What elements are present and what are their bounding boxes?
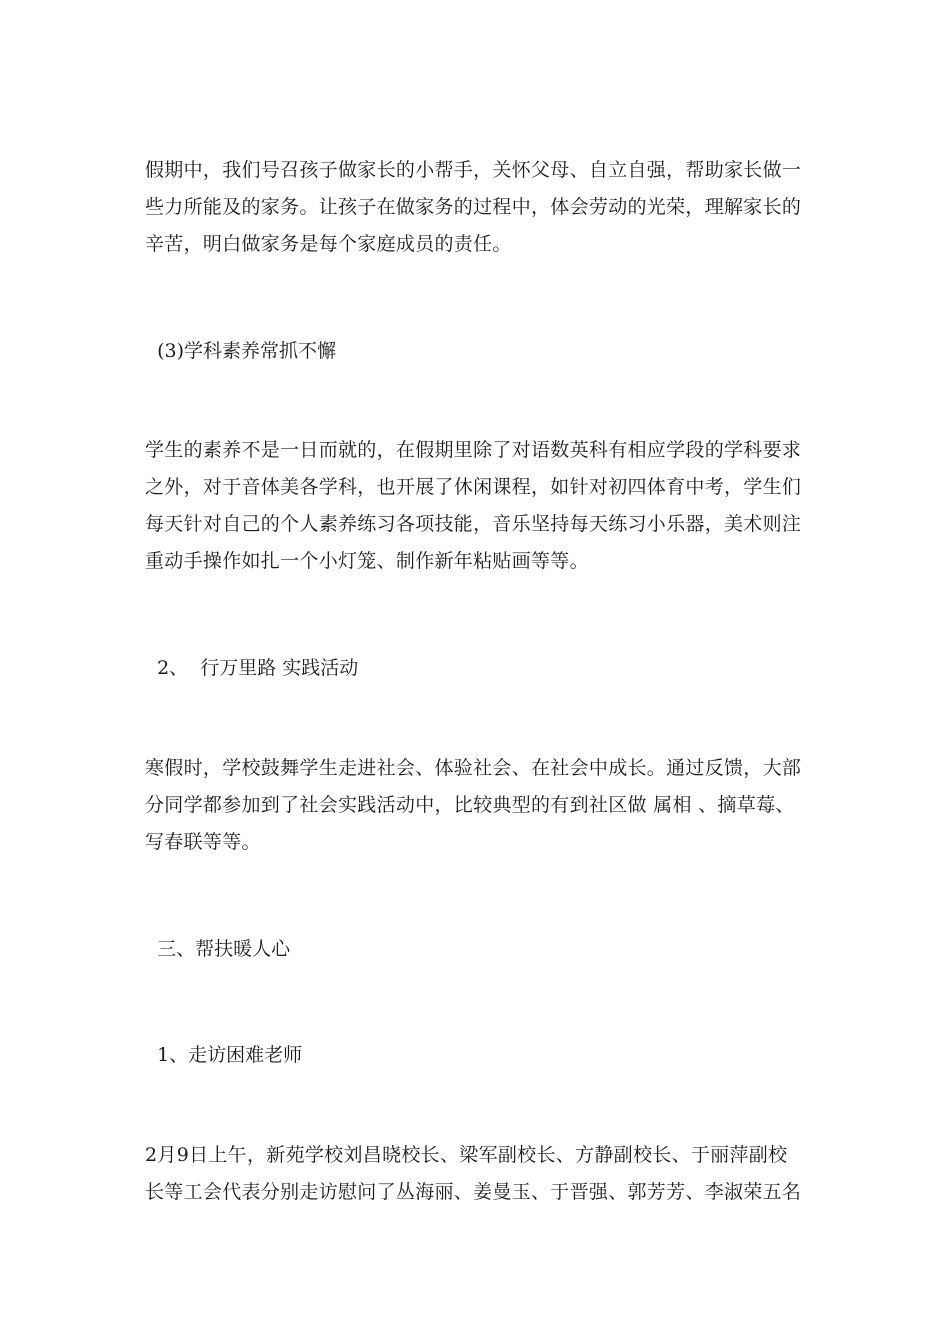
paragraph-line: 每天针对自己的个人素养练习各项技能，音乐坚持每天练习小乐器，美术则注 — [145, 513, 802, 535]
heading-subject-literacy: (3)学科素养常抓不懈 — [145, 340, 336, 362]
paragraph-line: 分同学都参加到了社会实践活动中，比较典型的有到社区做 属相 、摘草莓、 — [145, 794, 795, 816]
paragraph-visit — [145, 1137, 810, 1211]
paragraph-practice — [145, 750, 810, 861]
heading-practice: 2、 行万里路 实践活动 — [145, 657, 359, 679]
paragraph-line: 辛苦，明白做家务是每个家庭成员的责任。 — [145, 233, 512, 255]
paragraph-line: 长等工会代表分别走访慰问了丛海丽、姜曼玉、于晋强、郭芳芳、李淑荣五名 — [145, 1181, 802, 1203]
paragraph-line: 写春联等等。 — [145, 831, 261, 853]
paragraph-line: 些力所能及的家务。让孩子在做家务的过程中，体会劳动的光荣，理解家长的 — [145, 196, 802, 218]
heading-support: 三、帮扶暖人心 — [145, 938, 291, 960]
paragraph-line: 之外，对于音体美各学科，也开展了休闲课程，如针对初四体育中考，学生们 — [145, 476, 802, 498]
paragraph-housework — [145, 152, 810, 263]
paragraph-line: 假期中，我们号召孩子做家长的小帮手，关怀父母、自立自强，帮助家长做一 — [145, 159, 802, 181]
heading-visit-teachers: 1、走访困难老师 — [145, 1044, 303, 1066]
paragraph-line: 寒假时，学校鼓舞学生走进社会、体验社会、在社会中成长。通过反馈，大部 — [145, 757, 802, 779]
paragraph-line: 学生的素养不是一日而就的，在假期里除了对语数英科有相应学段的学科要求 — [145, 439, 802, 461]
paragraph-line: 2月9日上午，新苑学校刘昌晓校长、梁军副校长、方静副校长、于丽萍副校 — [145, 1144, 788, 1166]
paragraph-literacy — [145, 432, 810, 580]
paragraph-line: 重动手操作如扎一个小灯笼、制作新年粘贴画等等。 — [145, 550, 589, 572]
